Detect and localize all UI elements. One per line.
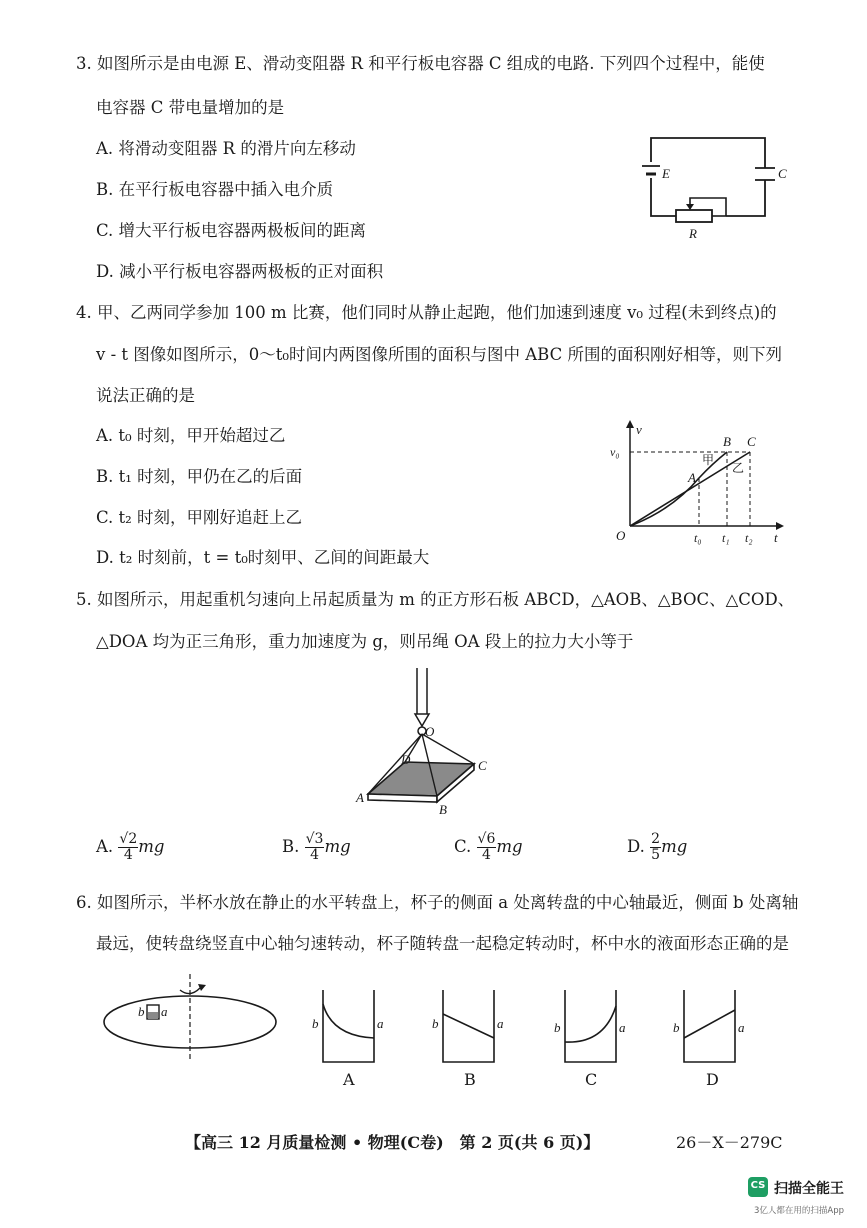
q6-cup-c-label-a: a	[619, 1020, 626, 1035]
q3-label-r: R	[689, 226, 697, 241]
q4-vt-graph	[610, 420, 790, 550]
q4-stem-line3: 说法正确的是	[96, 386, 195, 405]
q4-option-d: D. t₂ 时刻前，t = t₀时刻甲、乙间的间距最大	[96, 548, 430, 567]
q3-stem-line2: 电容器 C 带电量增加的是	[96, 98, 285, 117]
paper-code: 26－X－279C	[676, 1133, 783, 1152]
q6-cup-b-label-a: a	[497, 1016, 504, 1031]
q4-label-v: v	[636, 422, 642, 437]
q5-stem-line1: 5. 如图所示，用起重机匀速向上吊起质量为 m 的正方形石板 ABCD，△AOB、△BOC、△COD、	[76, 590, 795, 609]
q4-label-t1: t₁	[722, 531, 730, 545]
q6-cup-b	[430, 986, 510, 1066]
q4-label-t: t	[774, 530, 778, 545]
q4-label-t0: t₀	[694, 531, 702, 545]
q4-stem-line1: 4. 甲、乙两同学参加 100 m 比赛，他们同时从静止起跑，他们加速到速度 v₀ 过程(未到终点)的	[76, 303, 777, 322]
q3-label-c: C	[778, 166, 787, 181]
scanner-brand-name: 扫描全能王	[774, 1181, 844, 1197]
q6-choice-d: D	[706, 1070, 719, 1089]
q5-option-d: D. $\frac{2}{5}$ mg	[627, 831, 688, 863]
q3-stem-line1: 3. 如图所示是由电源 E、滑动变阻器 R 和平行板电容器 C 组成的电路. 下列四个过程中，能使	[76, 54, 765, 73]
q5-option-a: A. $\frac{√2}{4}$ mg	[96, 831, 165, 863]
q4-label-t2: t₂	[745, 531, 753, 545]
q4-label-v0: v₀	[610, 445, 620, 459]
q3-option-a: A. 将滑动变阻器 R 的滑片向左移动	[96, 139, 356, 158]
q6-label-a: a	[161, 1004, 168, 1019]
q4-label-origin: O	[616, 528, 626, 543]
q6-choice-a: A	[343, 1070, 355, 1089]
q6-cup-b-label-b: b	[432, 1016, 439, 1031]
q5-label-d: D	[401, 752, 411, 767]
q3-circuit-diagram	[632, 130, 792, 240]
q6-stem-line2: 最远，使转盘绕竖直中心轴匀速转动，杯子随转盘一起稳定转动时，杯中水的液面形态正确的是	[96, 934, 789, 953]
q6-stem-line1: 6. 如图所示，半杯水放在静止的水平转盘上，杯子的侧面 a 处离转盘的中心轴最近，侧面 b 处离轴	[76, 893, 799, 912]
q5-label-b: B	[439, 802, 447, 817]
q5-label-c: C	[478, 758, 487, 773]
q6-cup-a	[310, 986, 390, 1066]
q5-option-c: C. $\frac{√6}{4}$ mg	[454, 831, 523, 863]
q5-label-a: A	[356, 790, 364, 805]
q6-cup-d-label-a: a	[738, 1020, 745, 1035]
q6-cup-c	[552, 986, 632, 1066]
q6-cup-a-label-a: a	[377, 1016, 384, 1031]
q6-choice-c: C	[585, 1070, 598, 1089]
q4-label-jia: 甲	[702, 453, 715, 467]
q6-cup-d	[671, 986, 751, 1066]
q4-label-c: C	[747, 434, 756, 449]
q6-label-b: b	[138, 1004, 145, 1019]
q4-label-a: A	[688, 470, 696, 485]
q3-option-d: D. 减小平行板电容器两极板的正对面积	[96, 262, 384, 281]
q6-turntable-figure	[100, 968, 280, 1063]
q3-label-e: E	[662, 166, 670, 181]
q5-option-b: B. $\frac{√3}{4}$ mg	[282, 831, 351, 863]
q4-label-yi: 乙	[732, 461, 745, 475]
q4-stem-line2: v - t 图像如图所示，0～t₀时间内两图像所围的面积与图中 ABC 所围的面积刚好相等，则下列	[96, 345, 782, 364]
q3-option-b: B. 在平行板电容器中插入电介质	[96, 180, 334, 199]
q4-option-a: A. t₀ 时刻，甲开始超过乙	[96, 426, 286, 445]
q4-label-b: B	[723, 434, 731, 449]
q5-crane-figure	[355, 668, 505, 818]
q5-stem-line2: △DOA 均为正三角形，重力加速度为 g，则吊绳 OA 段上的拉力大小等于	[96, 632, 634, 651]
q6-cup-a-label-b: b	[312, 1016, 319, 1031]
q5-label-o: O	[425, 724, 435, 739]
q6-choice-b: B	[464, 1070, 476, 1089]
scanner-logo-badge: CS	[750, 1180, 766, 1191]
q6-cup-c-label-b: b	[554, 1020, 561, 1035]
page-footer: 【高三 12 月质量检测 • 物理(C卷) 第 2 页(共 6 页)】	[185, 1133, 600, 1152]
q6-cup-d-label-b: b	[673, 1020, 680, 1035]
q4-option-b: B. t₁ 时刻，甲仍在乙的后面	[96, 467, 303, 486]
scanner-tagline: 3亿人都在用的扫描App	[754, 1206, 845, 1216]
q4-option-c: C. t₂ 时刻，甲刚好追赶上乙	[96, 508, 303, 527]
q3-option-c: C. 增大平行板电容器两极板间的距离	[96, 221, 367, 240]
